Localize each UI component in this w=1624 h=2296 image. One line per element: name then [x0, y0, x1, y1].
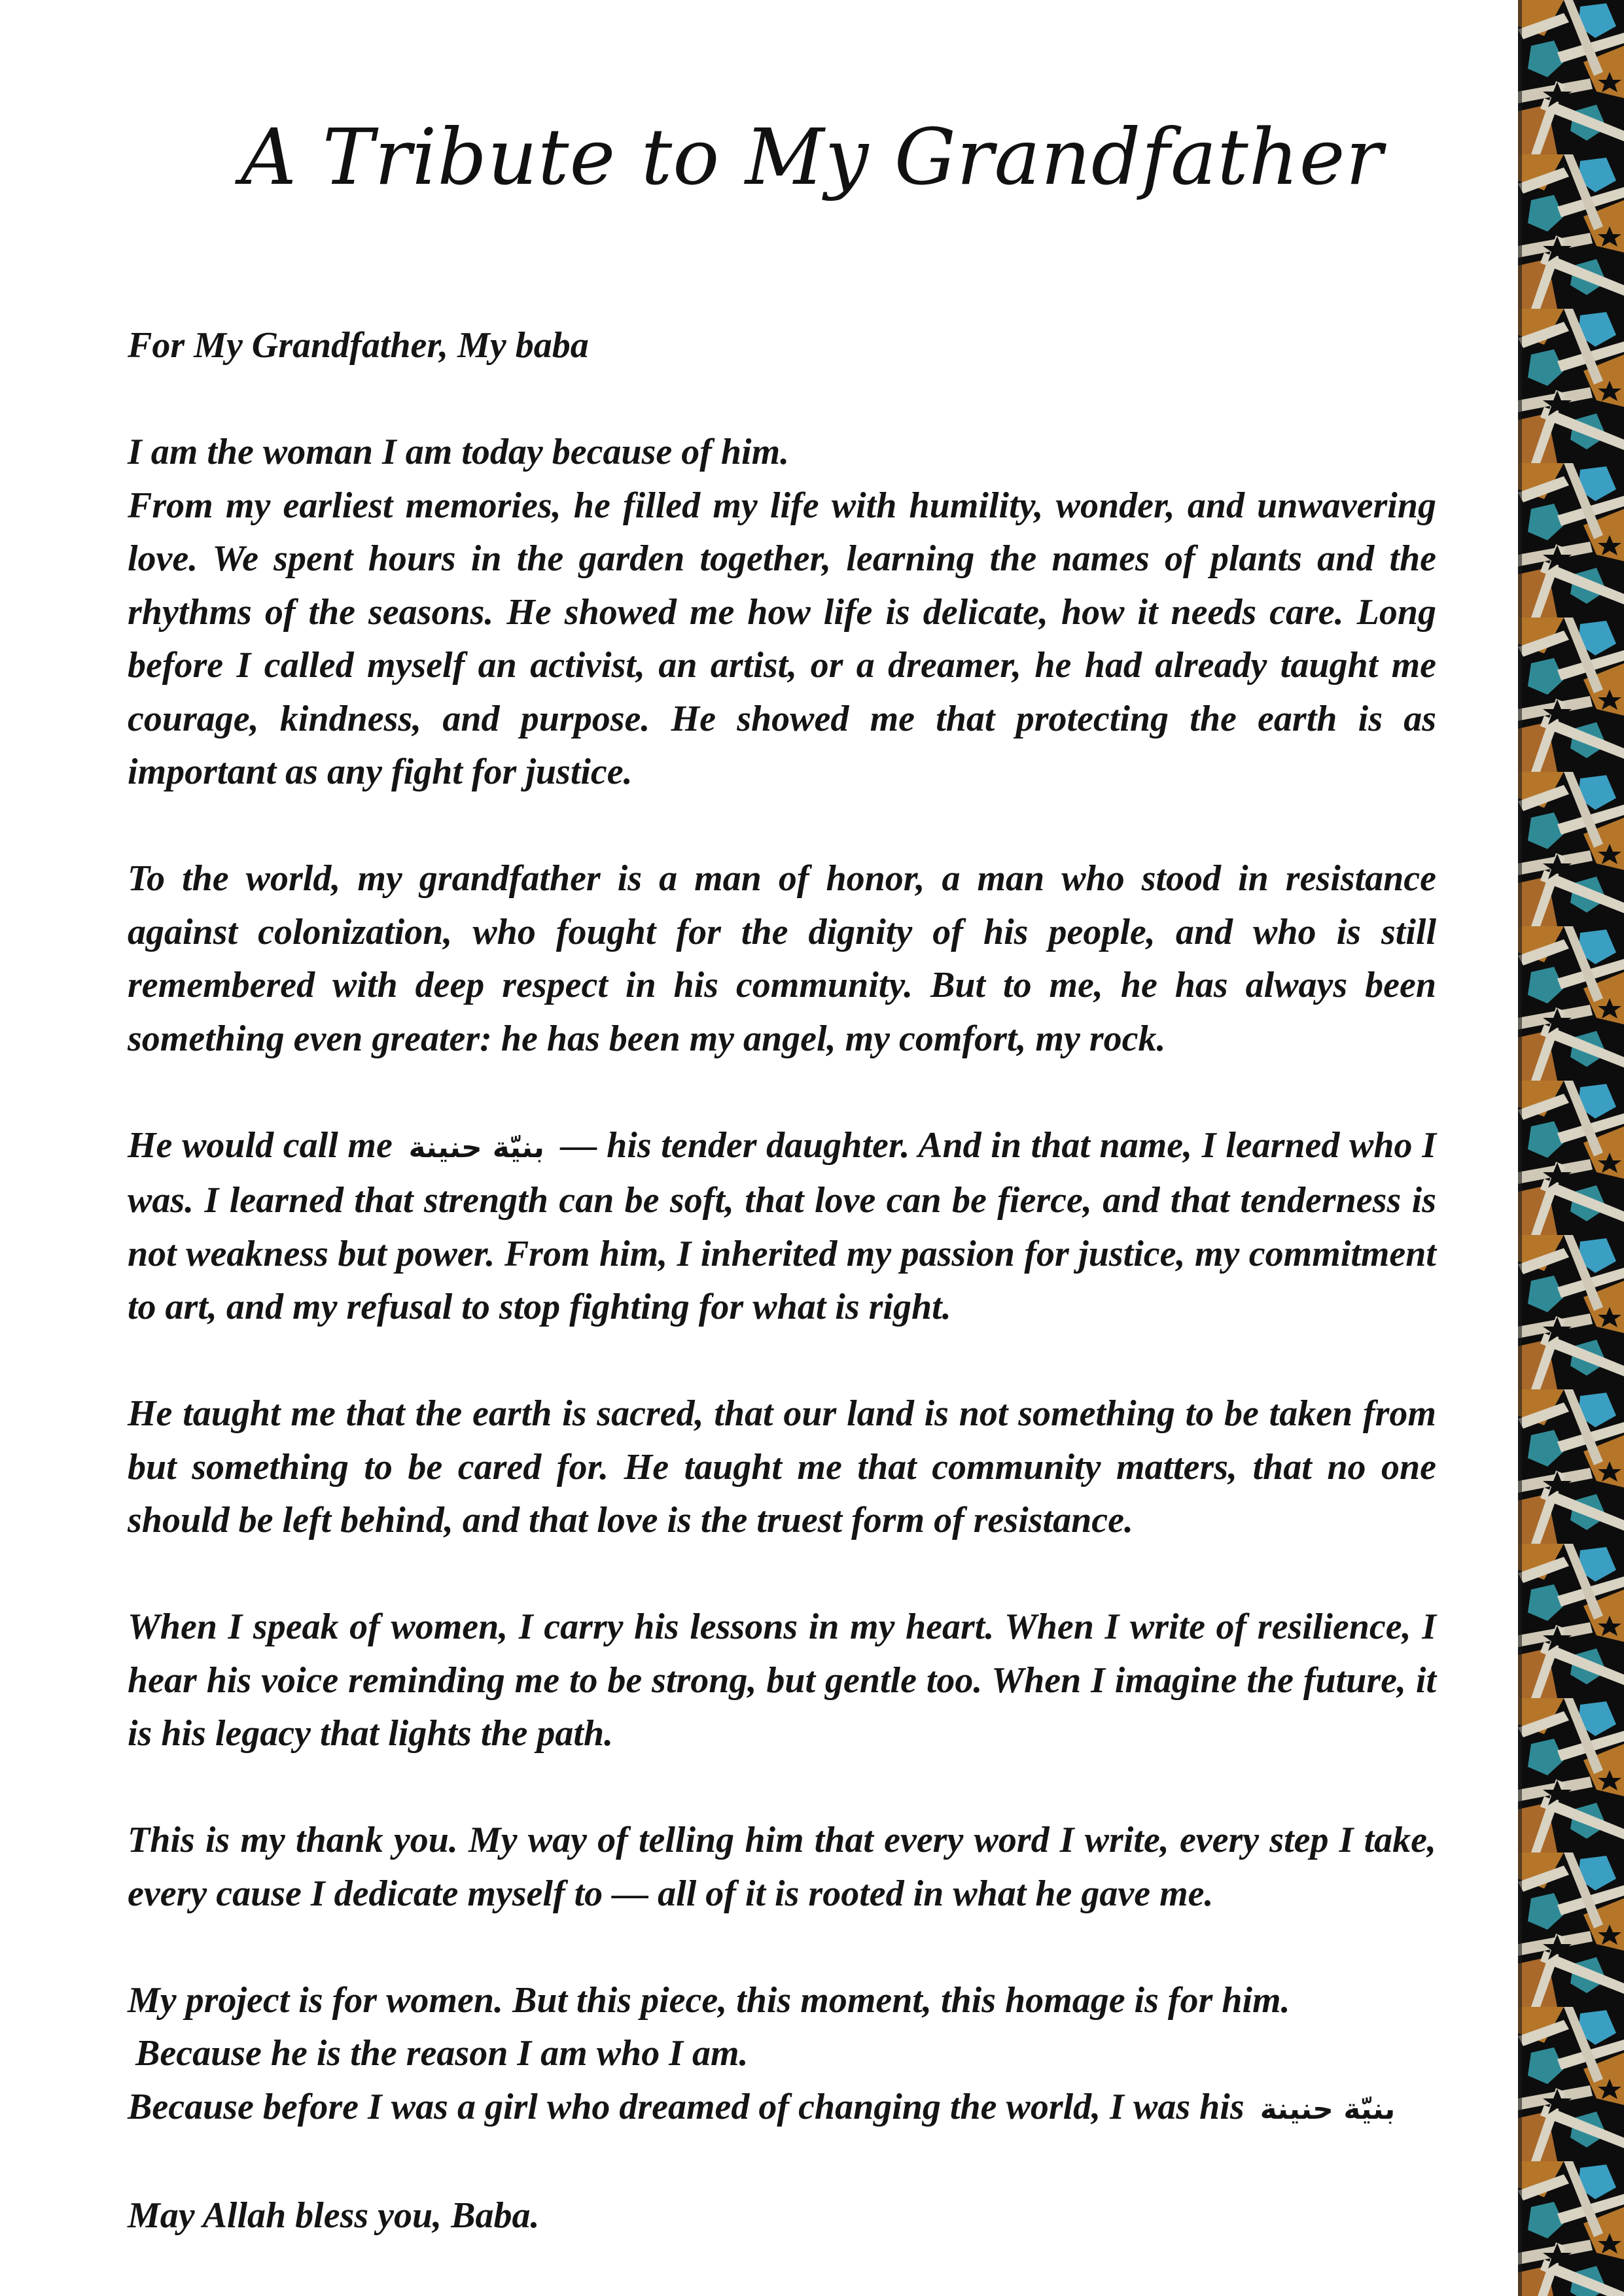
paragraph-3-text: — his tender daughter. And in that name, I learned who I was. I learned that strength can be soft, that love can be fierce, and that tenderness is not weakness but power. From him, I inherited my passion for justice, my commitment to art, and my refusal to stop fighting for what is right.: [128, 1124, 1436, 1327]
paragraph-7-line-1: My project is for women. But this piece, this moment, this homage is for him.: [128, 1979, 1290, 2021]
paragraph-7: [128, 1974, 1436, 2136]
paragraph-7-line-2: Because he is the reason I am who I am.: [135, 2033, 749, 2074]
zellige-tile-border: [1518, 0, 1624, 2296]
paragraph-5: When I speak of women, I carry his lessons in my heart. When I write of resilience, I hear his voice reminding me to be strong, but gentle too. When I imagine the future, it is his legacy that lights the path.: [128, 1607, 1436, 1754]
paragraph-3: [128, 1119, 1436, 1334]
paragraph-3-intro: He would call me: [128, 1124, 393, 1166]
paragraph-1: [128, 426, 1436, 799]
paragraph-6: This is my thank you. My way of telling him that every word I write, every step I take, every cause I dedicate myself to — all of it is rooted in what he gave me.: [128, 1820, 1436, 1914]
dedication-line: For My Grandfather, My baba: [128, 325, 589, 366]
closing-blessing: May Allah bless you, Baba.: [128, 2195, 540, 2236]
arabic-phrase-closing: بنيّة حنينة: [1260, 2092, 1396, 2126]
paragraph-1-text: From my earliest memories, he filled my life with humility, wonder, and unwavering love. We spent hours in the garden together, learning the names of plants and the rhythms of the seasons. He showed me how life is delicate, how it needs care. Long before I called myself an activist, an artist, or a dreamer, he had already taught me courage, kindness, and purpose. He showed me that protecting the earth is as important as any fight for justice.: [128, 485, 1436, 792]
mosaic-pattern-icon: [1518, 0, 1624, 2296]
paragraph-1-opening: I am the woman I am today because of him.: [128, 432, 790, 472]
tribute-body: [128, 319, 1436, 2296]
paragraph-4: He taught me that the earth is sacred, that our land is not something to be taken from but something to be cared for. He taught me that community matters, that no one should be left behind, and that love is the truest form of resistance.: [128, 1393, 1436, 1540]
page-title: A Tribute to My Grandfather: [240, 112, 1384, 202]
paragraph-7-line-3: Because before I was a girl who dreamed of changing the world, I was his: [128, 2086, 1244, 2127]
arabic-phrase: بنيّة حنينة: [408, 1130, 544, 1164]
paragraph-2: To the world, my grandfather is a man of honor, a man who stood in resistance against colonization, who fought for the dignity of his people, and who is still remembered with deep respect in his community. But to me, he has always been something even greater: he has been my angel, my comfort, my rock.: [128, 858, 1436, 1059]
